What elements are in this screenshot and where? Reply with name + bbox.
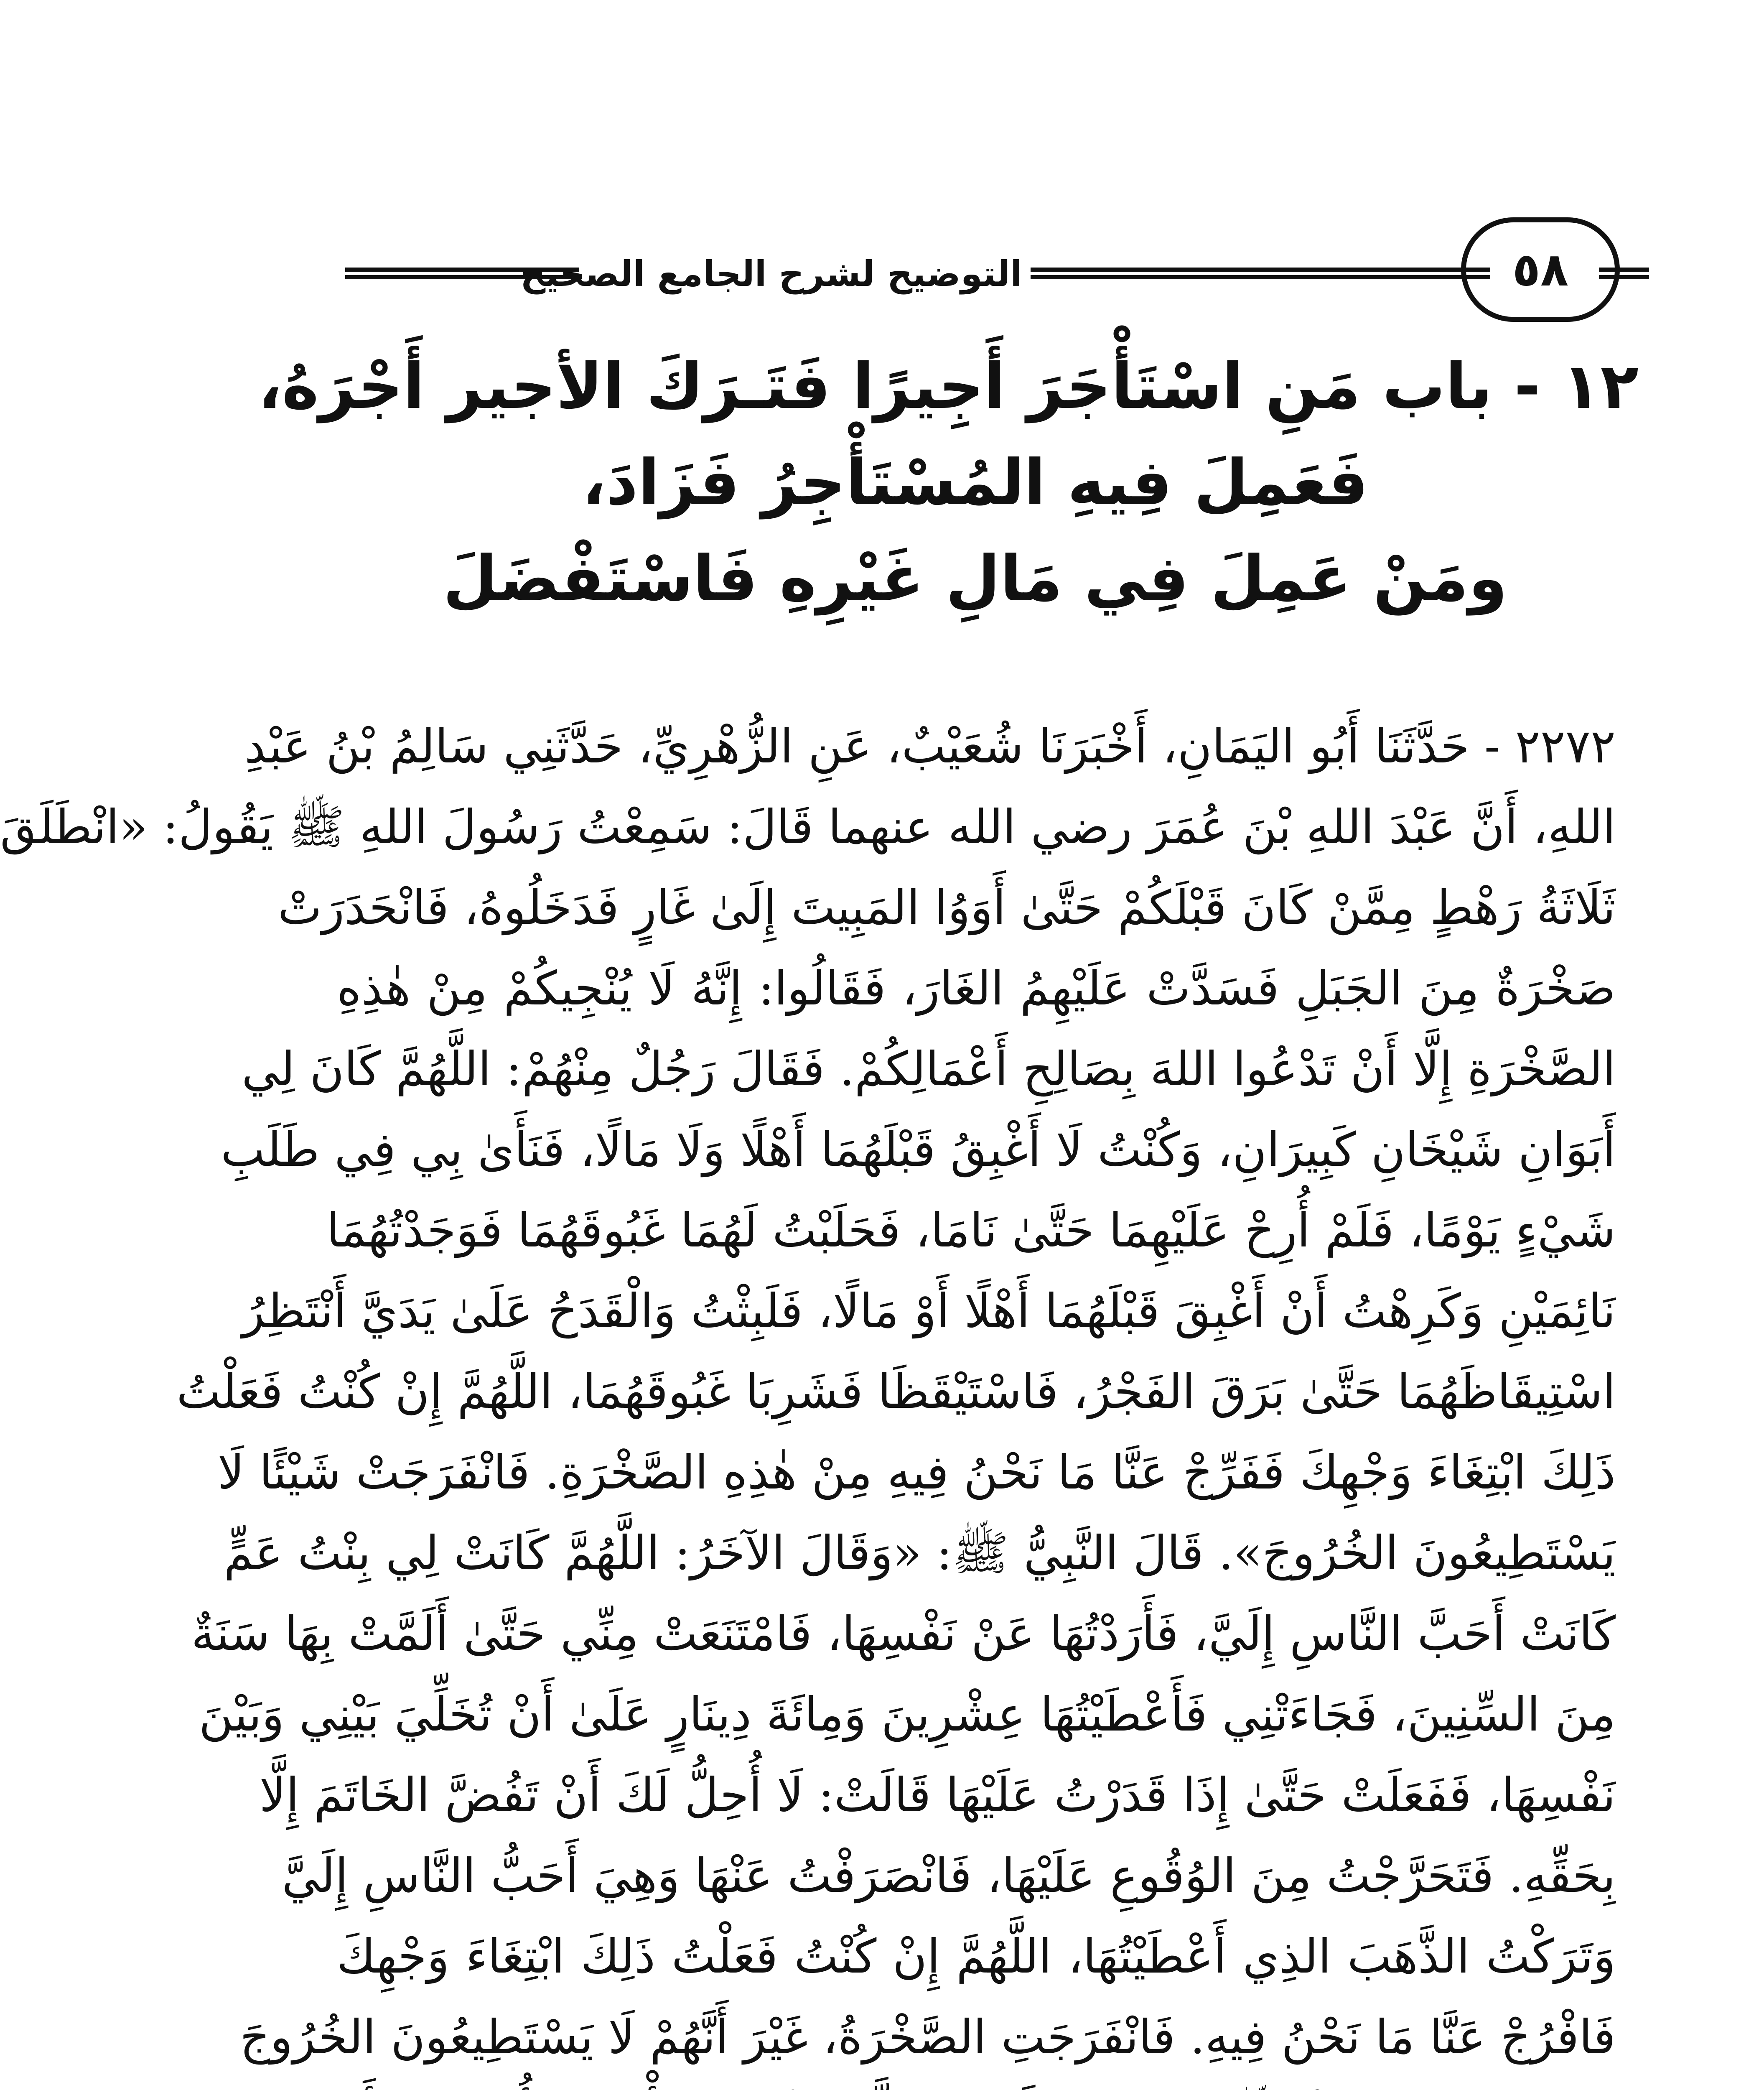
header-rule-right: [1599, 268, 1649, 278]
text-line: ٢٢٧٢ - حَدَّثَنَا أَبُو اليَمَانِ، أَخْبَرَنَا شُعَيْبٌ، عَنِ الزُّهْرِيِّ، حَدَّثَنِي سَالِمُ بْنُ عَبْدِ: [244, 719, 1616, 774]
text-line: يَسْتَطِيعُونَ الخُرُوجَ». قَالَ النَّبِيُّ ﷺ: «وَقَالَ الآخَرُ: اللَّهُمَّ كَانَتْ لِي بِنْتُ عَمٍّ: [224, 1526, 1616, 1580]
text-line: نَائِمَيْنِ وَكَرِهْتُ أَنْ أَغْبِقَ قَبْلَهُمَا أَهْلًا أَوْ مَالًا، فَلَبِثْتُ وَالْقَدَحُ عَلَىٰ يَدَيَّ أَنْتَظِرُ: [242, 1284, 1616, 1338]
text-line: كَانَتْ أَحَبَّ النَّاسِ إِلَيَّ، فَأَرَدْتُهَا عَنْ نَفْسِهَا، فَامْتَنَعَتْ مِنِّي حَتَّىٰ أَلَمَّتْ بِهَا سَنَةٌ: [191, 1607, 1616, 1661]
text-line: ذَلِكَ ابْتِغَاءَ وَجْهِكَ فَفَرِّجْ عَنَّا مَا نَحْنُ فِيهِ مِنْ هٰذِهِ الصَّخْرَةِ. فَانْفَرَجَتْ شَيْئًا لَا: [217, 1445, 1616, 1500]
text-line: أَبَوَانِ شَيْخَانِ كَبِيرَانِ، وَكُنْتُ لَا أَغْبِقُ قَبْلَهُمَا أَهْلًا وَلَا مَالًا، فَنَأَىٰ بِي فِي طَلَبِ: [221, 1123, 1616, 1177]
text-line: [337, 2078, 1616, 2090]
text-line: الصَّخْرَةِ إِلَّا أَنْ تَدْعُوا اللهَ بِصَالِحِ أَعْمَالِكُمْ. فَقَالَ رَجُلٌ مِنْهُمْ: اللَّهُمَّ كَانَ لِي: [242, 1042, 1616, 1096]
page-number: ٥٨: [1512, 243, 1569, 296]
text-line: ثَلَاثَةُ رَهْطٍ مِمَّنْ كَانَ قَبْلَكُمْ حَتَّىٰ أَوَوُا المَبِيتَ إِلَىٰ غَارٍ فَدَخَلُوهُ، فَانْحَدَرَتْ: [277, 881, 1616, 935]
text-line: نَفْسِهَا، فَفَعَلَتْ حَتَّىٰ إِذَا قَدَرْتُ عَلَيْهَا قَالَتْ: لَا أُحِلُّ لَكَ أَنْ تَفُضَّ الخَاتَمَ إِلَّا: [259, 1768, 1616, 1822]
header-rule-middle: [1031, 268, 1490, 278]
text-line: وَتَرَكْتُ الذَّهَبَ الذِي أَعْطَيْتُهَا، اللَّهُمَّ إِنْ كُنْتُ فَعَلْتُ ذَلِكَ ابْتِغَاءَ وَجْهِكَ: [337, 1929, 1616, 1984]
text-line: اسْتِيقَاظَهُمَا حَتَّىٰ بَرَقَ الفَجْرُ، فَاسْتَيْقَظَا فَشَرِبَا غَبُوقَهُمَا، اللَّهُمَّ إِنْ كُنْتُ فَعَلْتُ: [176, 1365, 1616, 1419]
chapter-heading-line: ١٢ - باب مَنِ اسْتَأْجَرَ أَجِيرًا فَتَـرَكَ الأجير أَجْرَهُ،: [258, 350, 1639, 423]
hadith-text: [0, 706, 1616, 2090]
chapter-heading-line: فَعَمِلَ فِيهِ المُسْتَأْجِرُ فَزَادَ،: [582, 446, 1369, 519]
text-line: شَيْءٍ يَوْمًا، فَلَمْ أُرِحْ عَلَيْهِمَا حَتَّىٰ نَامَا، فَحَلَبْتُ لَهُمَا غَبُوقَهُمَا فَوَجَدْتُهُمَا: [326, 1203, 1616, 1258]
chapter-heading: [258, 339, 1639, 627]
running-header: [324, 217, 1626, 326]
text-line: صَخْرَةٌ مِنَ الجَبَلِ فَسَدَّتْ عَلَيْهِمُ الغَارَ، فَقَالُوا: إِنَّهُ لَا يُنْجِيكُمْ مِنْ هٰذِهِ: [337, 961, 1616, 1016]
book-title: التوضيح لشرح الجامع الصحيح: [520, 253, 1022, 294]
chapter-heading-line: ومَنْ عَمِلَ فِي مَالِ غَيْرِهِ فَاسْتَفْضَلَ: [443, 543, 1507, 615]
text-line: بِحَقِّهِ. فَتَحَرَّجْتُ مِنَ الوُقُوعِ عَلَيْهَا، فَانْصَرَفْتُ عَنْهَا وَهِيَ أَحَبُّ النَّاسِ إِلَيَّ: [282, 1849, 1616, 1903]
text-line: مِنَ السِّنِينَ، فَجَاءَتْنِي فَأَعْطَيْتُهَا عِشْرِينَ وَمِائَةَ دِينَارٍ عَلَىٰ أَنْ تُخَلِّيَ بَيْنِي وَبَيْنَ: [199, 1687, 1616, 1742]
text-line: فَافْرُجْ عَنَّا مَا نَحْنُ فِيهِ. فَانْفَرَجَتِ الصَّخْرَةُ، غَيْرَ أَنَّهُمْ لَا يَسْتَطِيعُونَ الخُرُوجَ: [239, 2010, 1616, 2065]
text-line: اللهِ، أَنَّ عَبْدَ اللهِ بْنَ عُمَرَ رضي الله عنهما قَالَ: سَمِعْتُ رَسُولَ اللهِ ﷺ يَقُولُ: «انْطَلَقَ: [0, 800, 1616, 854]
